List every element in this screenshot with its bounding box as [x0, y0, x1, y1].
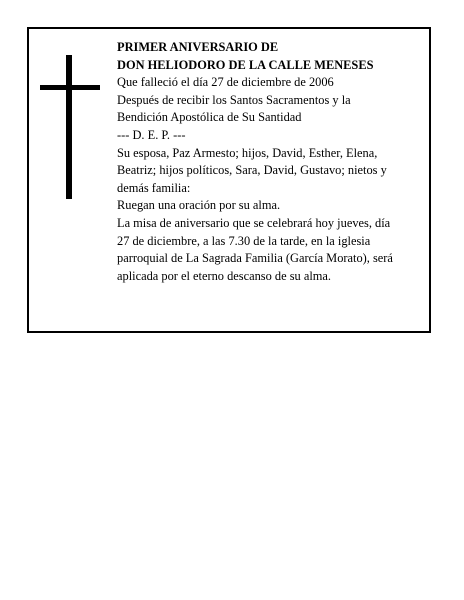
- notice-text: [117, 39, 425, 285]
- notice-heading-line-1: PRIMER ANIVERSARIO DE: [117, 40, 279, 54]
- sacraments-line-1: Después de recibir los Santos Sacramentos y la: [117, 92, 351, 107]
- family-line-1: Su esposa, Paz Armesto; hijos, David, Esther, Elena,: [117, 145, 378, 160]
- cross-vertical-bar: [66, 55, 72, 199]
- cross-horizontal-bar: [40, 85, 100, 90]
- mass-line-2: 27 de diciembre, a las 7.30 de la tarde, en la iglesia: [117, 233, 371, 248]
- mass-line-3: parroquial de La Sagrada Familia (García Morato), será: [117, 251, 393, 266]
- death-date-line: Que falleció el día 27 de diciembre de 2006: [117, 75, 334, 90]
- mass-line-1: La misa de aniversario que se celebrará hoy jueves, día: [117, 215, 391, 230]
- family-line-3: demás familia:: [117, 180, 191, 195]
- notice-heading-line-2: DON HELIODORO DE LA CALLE MENESES: [117, 57, 374, 72]
- mass-line-4: aplicada por el eterno descanso de su alma.: [117, 268, 331, 283]
- obituary-notice: [27, 27, 431, 333]
- sacraments-line-2: Bendición Apostólica de Su Santidad: [117, 110, 302, 125]
- rip-line: --- D. E. P. ---: [117, 127, 186, 142]
- family-line-2: Beatriz; hijos políticos, Sara, David, Gustavo; nietos y: [117, 163, 387, 178]
- cross-icon: [40, 55, 100, 199]
- prayer-request-line: Ruegan una oración por su alma.: [117, 198, 281, 213]
